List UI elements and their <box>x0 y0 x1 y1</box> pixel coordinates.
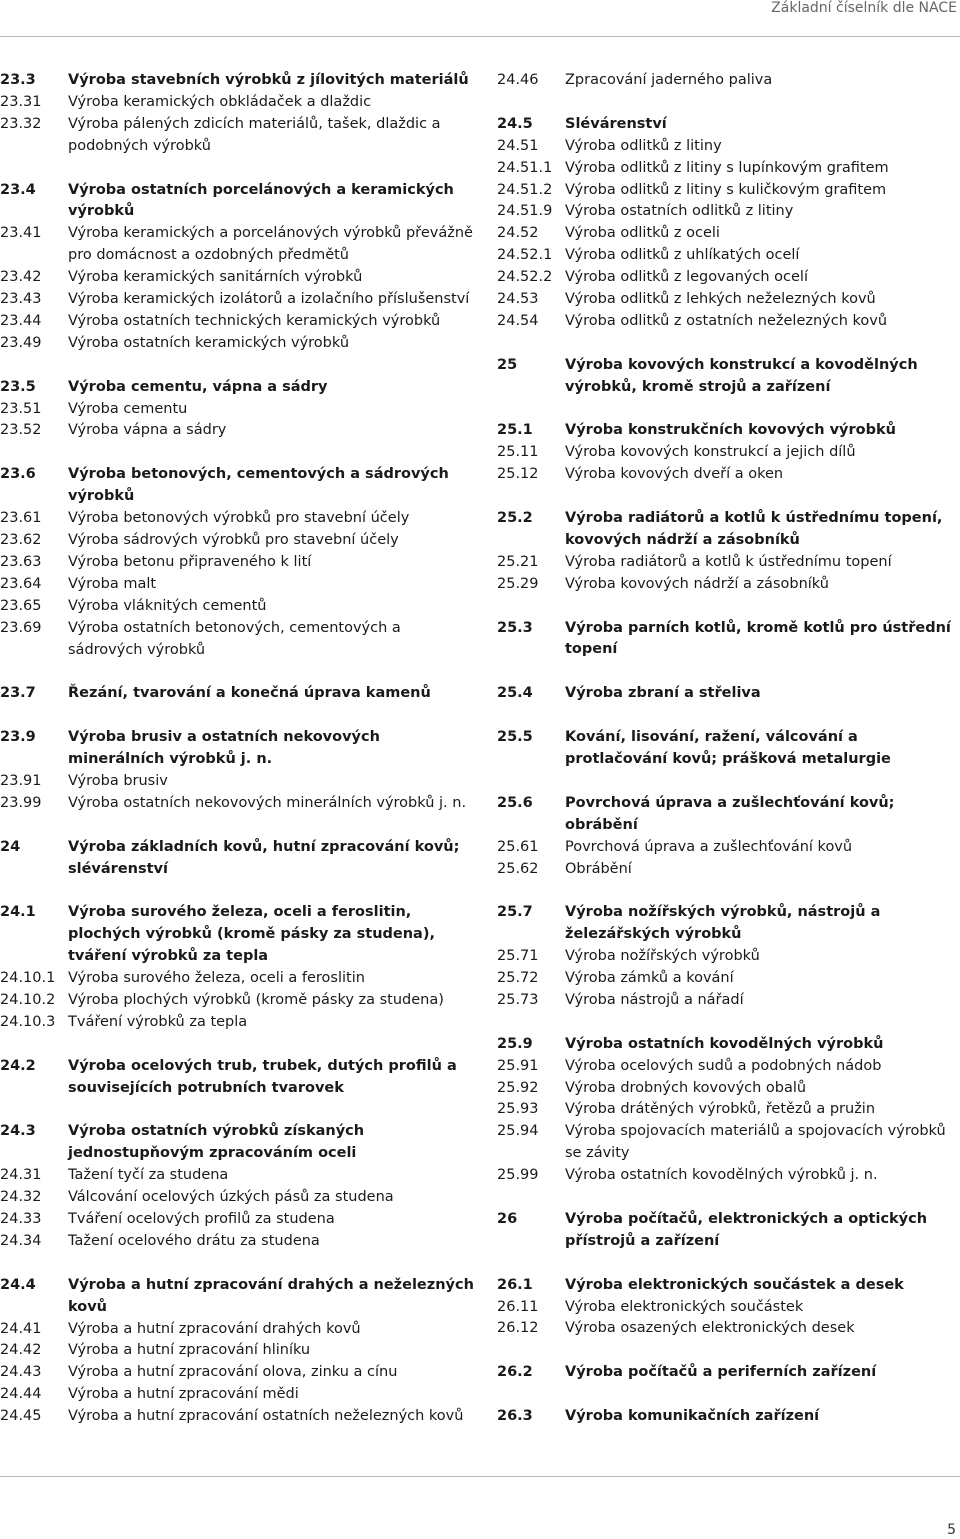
nace-label: Válcování ocelových úzkých pásů za studena <box>68 1189 394 1206</box>
nace-code: 25.92 <box>497 1079 539 1096</box>
nace-label: Výroba odlitků z legovaných ocelí <box>565 269 808 286</box>
class-entry <box>497 245 957 267</box>
left-column <box>0 70 478 1428</box>
nace-label: Výroba odlitků z lehkých neželezných kovů <box>565 291 876 308</box>
class-entry <box>497 311 957 333</box>
class-entry <box>0 267 478 289</box>
class-entry <box>497 442 957 464</box>
nace-label: Výroba a hutní zpracování olova, zinku a cínu <box>68 1364 398 1381</box>
nace-code: 24.5 <box>497 115 533 132</box>
nace-code: 24.10.1 <box>0 970 56 987</box>
nace-label: Výroba stavebních výrobků z jílovitých materiálů <box>68 72 469 88</box>
nace-label: Výroba malt <box>68 575 157 592</box>
nace-label: Výroba a hutní zpracování drahých a neželezných kovů <box>68 1276 474 1315</box>
nace-label: Tažení ocelového drátu za studena <box>68 1232 320 1249</box>
nace-label: Výroba osazených elektronických desek <box>565 1320 855 1337</box>
class-entry <box>0 420 478 442</box>
class-entry <box>0 771 478 793</box>
nace-label: Výroba odlitků z litiny s kuličkovým grafitem <box>565 181 887 198</box>
nace-code: 25 <box>497 356 518 373</box>
nace-label: Výroba ocelových sudů a podobných nádob <box>565 1057 882 1074</box>
nace-code: 23.52 <box>0 422 42 439</box>
nace-label: Výroba konstrukčních kovových výrobků <box>565 422 896 439</box>
nace-label: Výroba pálených zdicích materiálů, tašek, dlaždic a podobných výrobků <box>68 115 441 154</box>
nace-code: 23.49 <box>0 334 42 351</box>
nace-code: 23.69 <box>0 619 42 636</box>
section-heading <box>0 464 478 508</box>
nace-label: Výroba parních kotlů, kromě kotlů pro ústřední topení <box>565 619 951 658</box>
nace-code: 24.1 <box>0 904 36 921</box>
class-entry <box>0 114 478 158</box>
nace-code: 23.4 <box>0 181 36 198</box>
nace-label: Řezání, tvarování a konečná úprava kamenů <box>68 685 431 702</box>
nace-label: Výroba kovových konstrukcí a jejich dílů <box>565 444 856 461</box>
nace-label: Výroba betonových, cementových a sádrových výrobků <box>68 466 449 505</box>
nace-label: Výroba nožířských výrobků <box>565 948 760 965</box>
nace-code: 23.63 <box>0 553 42 570</box>
nace-label: Výroba vláknitých cementů <box>68 597 267 614</box>
section-heading <box>0 1275 478 1319</box>
nace-code: 25.11 <box>497 444 539 461</box>
section-heading <box>497 1275 957 1297</box>
nace-code: 24 <box>0 838 21 855</box>
nace-code: 24.51.9 <box>497 203 553 220</box>
class-entry <box>0 92 478 114</box>
nace-label: Kování, lisování, ražení, válcování a protlačování kovů; prášková metalurgie <box>565 729 891 767</box>
class-entry <box>0 1012 478 1034</box>
class-entry <box>0 1406 478 1428</box>
nace-code: 25.72 <box>497 970 539 987</box>
nace-label: Výroba odlitků z oceli <box>565 225 720 242</box>
section-heading <box>0 180 478 224</box>
nace-code: 26.2 <box>497 1364 533 1381</box>
nace-label: Výroba ocelových trub, trubek, dutých profilů a souvisejících potrubních tvarovek <box>68 1057 457 1096</box>
nace-label: Výroba kovových nádrží a zásobníků <box>565 575 829 592</box>
section-heading <box>497 793 957 837</box>
nace-code: 25.7 <box>497 904 533 921</box>
nace-label: Výroba ostatních betonových, cementových a sádrových výrobků <box>68 619 401 658</box>
nace-label: Výroba zámků a kování <box>565 970 734 987</box>
nace-code: 26.11 <box>497 1298 539 1315</box>
nace-code: 25.2 <box>497 510 533 527</box>
section-heading <box>497 114 957 136</box>
class-entry <box>0 223 478 267</box>
nace-label: Výroba odlitků z ostatních neželezných kovů <box>565 312 888 329</box>
class-entry <box>497 968 957 990</box>
class-entry <box>0 1187 478 1209</box>
nace-label: Výroba kovových konstrukcí a kovodělných výrobků, kromě strojů a zařízení <box>565 356 918 395</box>
class-entry <box>0 793 478 815</box>
nace-label: Tváření ocelových profilů za studena <box>68 1210 335 1227</box>
section-heading <box>497 902 957 946</box>
nace-code: 23.31 <box>0 93 42 110</box>
class-entry <box>497 1318 957 1340</box>
nace-label: Výroba keramických sanitárních výrobků <box>68 269 363 286</box>
nace-code: 24.2 <box>0 1057 36 1074</box>
nace-code: 24.44 <box>0 1386 42 1403</box>
nace-label: Výroba ostatních keramických výrobků <box>68 334 350 351</box>
nace-code: 25.94 <box>497 1123 539 1140</box>
nace-label: Výroba keramických a porcelánových výrobků převážně pro domácnost a ozdobných předmětů <box>68 225 473 264</box>
nace-code: 26.1 <box>497 1276 533 1293</box>
section-heading <box>497 727 957 771</box>
nace-label: Výroba ostatních technických keramických výrobků <box>68 312 441 329</box>
nace-label: Výroba ostatních odlitků z litiny <box>565 203 794 220</box>
nace-code: 23.51 <box>0 400 42 417</box>
class-entry <box>0 333 478 355</box>
nace-code: 24.31 <box>0 1167 42 1184</box>
class-entry <box>0 508 478 530</box>
header-divider <box>0 36 960 37</box>
nace-code: 24.3 <box>0 1123 36 1140</box>
nace-code: 24.53 <box>497 291 539 308</box>
nace-code: 26.12 <box>497 1320 539 1337</box>
section-heading <box>0 902 478 968</box>
class-entry <box>0 596 478 618</box>
nace-code: 23.42 <box>0 269 42 286</box>
nace-label: Výroba sádrových výrobků pro stavební účely <box>68 531 399 548</box>
nace-code: 25.61 <box>497 838 539 855</box>
class-entry <box>0 552 478 574</box>
class-entry <box>0 1319 478 1341</box>
nace-label: Výroba odlitků z litiny s lupínkovým grafitem <box>565 159 889 176</box>
section-heading <box>0 727 478 771</box>
nace-code: 25.91 <box>497 1057 539 1074</box>
nace-code: 24.32 <box>0 1189 42 1206</box>
nace-label: Výroba kovových dveří a oken <box>565 466 784 483</box>
class-entry <box>497 1056 957 1078</box>
nace-code: 24.51 <box>497 137 539 154</box>
nace-label: Výroba komunikačních zařízení <box>565 1408 820 1425</box>
nace-code: 23.65 <box>0 597 42 614</box>
nace-code: 24.45 <box>0 1408 42 1425</box>
nace-label: Výroba cementu <box>68 400 188 417</box>
section-heading <box>497 1209 957 1253</box>
section-heading <box>0 683 478 705</box>
nace-code: 25.99 <box>497 1167 539 1184</box>
nace-code: 23.64 <box>0 575 42 592</box>
nace-label: Výroba zbraní a střeliva <box>565 685 761 702</box>
nace-label: Výroba betonových výrobků pro stavební účely <box>68 510 410 527</box>
nace-label: Slévárenství <box>565 115 667 132</box>
section-heading <box>0 1121 478 1165</box>
section-heading <box>497 1406 957 1428</box>
nace-code: 25.6 <box>497 794 533 811</box>
nace-code: 25.12 <box>497 466 539 483</box>
nace-label: Výroba odlitků z litiny <box>565 137 722 154</box>
class-entry <box>0 1209 478 1231</box>
class-entry <box>497 1121 957 1165</box>
class-entry <box>497 859 957 881</box>
section-heading <box>0 70 478 92</box>
nace-code: 25.21 <box>497 553 539 570</box>
class-entry <box>0 311 478 333</box>
class-entry <box>0 574 478 596</box>
class-entry <box>497 990 957 1012</box>
class-entry <box>497 180 957 202</box>
nace-code: 25.3 <box>497 619 533 636</box>
nace-label: Výroba nožířských výrobků, nástrojů a železářských výrobků <box>565 904 881 943</box>
nace-code: 24.52 <box>497 225 539 242</box>
nace-code: 24.10.3 <box>0 1013 56 1030</box>
nace-code: 25.4 <box>497 685 533 702</box>
nace-code: 23.44 <box>0 312 42 329</box>
nace-code: 24.51.1 <box>497 159 553 176</box>
class-entry <box>0 618 478 662</box>
nace-code: 24.34 <box>0 1232 42 1249</box>
nace-code: 24.54 <box>497 312 539 329</box>
nace-code: 23.99 <box>0 794 42 811</box>
class-entry <box>497 837 957 859</box>
section-heading <box>497 683 957 705</box>
class-entry <box>0 968 478 990</box>
nace-label: Výroba keramických obkládaček a dlaždic <box>68 93 372 110</box>
nace-label: Výroba ostatních porcelánových a keramických výrobků <box>68 181 454 220</box>
nace-code: 24.46 <box>497 72 539 88</box>
nace-label: Výroba ostatních nekovových minerálních výrobků j. n. <box>68 794 467 811</box>
nace-code: 24.52.2 <box>497 269 553 286</box>
nace-label: Výroba počítačů, elektronických a optických přístrojů a zařízení <box>565 1210 928 1249</box>
footer-divider <box>0 1476 960 1477</box>
nace-label: Výroba nástrojů a nářadí <box>565 991 744 1008</box>
nace-label: Obrábění <box>565 860 632 877</box>
nace-code: 23.3 <box>0 72 36 88</box>
nace-label: Výroba drobných kovových obalů <box>565 1079 807 1096</box>
class-entry <box>0 1340 478 1362</box>
nace-code: 24.41 <box>0 1320 42 1337</box>
class-entry <box>0 1362 478 1384</box>
nace-label: Výroba a hutní zpracování hliníku <box>68 1342 311 1359</box>
nace-label: Výroba radiátorů a kotlů k ústřednímu topení, kovových nádrží a zásobníků <box>565 510 943 548</box>
nace-code: 23.32 <box>0 115 42 132</box>
class-entry <box>497 552 957 574</box>
nace-label: Výroba základních kovů, hutní zpracování kovů; slévárenství <box>68 838 460 877</box>
nace-code: 24.43 <box>0 1364 42 1381</box>
nace-code: 25.9 <box>497 1035 533 1052</box>
nace-label: Výroba spojovacích materiálů a spojovacích výrobků se závity <box>565 1123 946 1162</box>
nace-label: Výroba plochých výrobků (kromě pásky za studena) <box>68 991 444 1008</box>
nace-label: Výroba ostatních kovodělných výrobků j. n. <box>565 1167 878 1184</box>
nace-label: Výroba elektronických součástek a desek <box>565 1276 904 1293</box>
section-heading <box>497 355 957 399</box>
nace-code: 26 <box>497 1210 518 1227</box>
section-heading <box>0 837 478 881</box>
class-entry <box>497 1165 957 1187</box>
section-heading <box>497 508 957 552</box>
nace-code: 25.1 <box>497 422 533 439</box>
nace-label: Tažení tyčí za studena <box>68 1167 229 1184</box>
class-entry <box>497 223 957 245</box>
nace-code: 24.42 <box>0 1342 42 1359</box>
class-entry <box>497 1078 957 1100</box>
nace-code: 25.29 <box>497 575 539 592</box>
nace-code: 23.62 <box>0 531 42 548</box>
nace-label: Výroba a hutní zpracování drahých kovů <box>68 1320 361 1337</box>
section-heading <box>497 618 957 662</box>
class-entry <box>497 289 957 311</box>
nace-code: 23.41 <box>0 225 42 242</box>
nace-code: 24.10.2 <box>0 991 56 1008</box>
class-entry <box>497 201 957 223</box>
nace-label: Výroba vápna a sádry <box>68 422 227 439</box>
class-entry <box>497 136 957 158</box>
nace-code: 24.33 <box>0 1210 42 1227</box>
nace-label: Výroba odlitků z uhlíkatých ocelí <box>565 247 800 264</box>
nace-label: Výroba a hutní zpracování mědi <box>68 1386 299 1403</box>
nace-label: Výroba a hutní zpracování ostatních neželezných kovů <box>68 1408 464 1425</box>
nace-label: Výroba brusiv <box>68 772 168 789</box>
nace-label: Výroba počítačů a periferních zařízení <box>565 1364 877 1381</box>
nace-label: Výroba cementu, vápna a sádry <box>68 378 328 395</box>
nace-label: Výroba betonu připraveného k lití <box>68 553 312 570</box>
right-column <box>497 70 957 1428</box>
class-entry <box>0 990 478 1012</box>
nace-code: 23.6 <box>0 466 36 483</box>
class-entry <box>497 946 957 968</box>
nace-label: Povrchová úprava a zušlechťování kovů; obrábění <box>565 794 895 833</box>
nace-label: Výroba surového železa, oceli a feroslitin, plochých výrobků (kromě pásky za studena), tváření výrobků za tepla <box>68 904 435 965</box>
nace-code: 23.43 <box>0 291 42 308</box>
nace-label: Zpracování jaderného paliva <box>565 72 773 88</box>
nace-code: 24.52.1 <box>497 247 553 264</box>
class-entry <box>497 1297 957 1319</box>
nace-code: 23.7 <box>0 685 36 702</box>
class-entry <box>497 158 957 180</box>
nace-label: Tváření výrobků za tepla <box>68 1013 248 1030</box>
class-entry <box>497 574 957 596</box>
nace-code: 23.61 <box>0 510 42 527</box>
class-entry <box>0 399 478 421</box>
section-heading <box>0 377 478 399</box>
class-entry <box>0 530 478 552</box>
section-heading <box>497 1362 957 1384</box>
nace-code: 25.73 <box>497 991 539 1008</box>
nace-code: 24.51.2 <box>497 181 553 198</box>
nace-code: 25.62 <box>497 860 539 877</box>
nace-code: 24.4 <box>0 1276 36 1293</box>
nace-label: Výroba surového železa, oceli a feroslitin <box>68 970 365 987</box>
class-entry <box>0 1165 478 1187</box>
nace-label: Výroba radiátorů a kotlů k ústřednímu topení <box>565 553 892 570</box>
nace-code: 23.91 <box>0 772 42 789</box>
class-entry <box>0 1231 478 1253</box>
class-entry <box>0 1384 478 1406</box>
nace-code: 25.71 <box>497 948 539 965</box>
class-entry <box>497 70 957 92</box>
class-entry <box>497 464 957 486</box>
nace-code: 23.5 <box>0 378 36 395</box>
section-heading <box>497 420 957 442</box>
nace-label: Povrchová úprava a zušlechťování kovů <box>565 838 853 855</box>
nace-code: 25.93 <box>497 1101 539 1118</box>
section-heading <box>0 1056 478 1100</box>
class-entry <box>497 1099 957 1121</box>
nace-label: Výroba drátěných výrobků, řetězů a pružin <box>565 1101 876 1118</box>
nace-code: 26.3 <box>497 1408 533 1425</box>
nace-label: Výroba keramických izolátorů a izolačního příslušenství <box>68 291 470 308</box>
section-heading <box>497 1034 957 1056</box>
nace-label: Výroba elektronických součástek <box>565 1298 804 1315</box>
nace-label: Výroba brusiv a ostatních nekovových minerálních výrobků j. n. <box>68 729 380 768</box>
page-number: 5 <box>947 1522 956 1538</box>
nace-code: 25.5 <box>497 729 533 746</box>
class-entry <box>497 267 957 289</box>
nace-code: 23.9 <box>0 729 36 746</box>
document-header-title: Základní číselník dle NACE <box>771 0 957 16</box>
nace-label: Výroba ostatních výrobků získaných jednostupňovým zpracováním oceli <box>68 1123 365 1162</box>
class-entry <box>0 289 478 311</box>
nace-label: Výroba ostatních kovodělných výrobků <box>565 1035 884 1052</box>
